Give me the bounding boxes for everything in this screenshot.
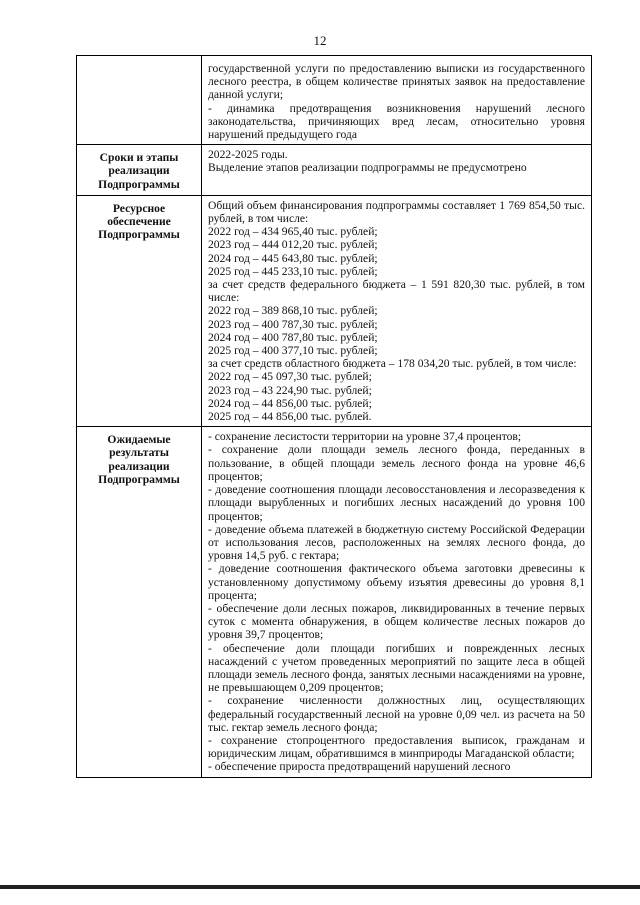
- table-row: [77, 145, 592, 196]
- content-line: - обеспечение прироста предотвращений нарушений лесного: [208, 760, 511, 774]
- content-line: - сохранение численности должностных лиц, осуществляющих федеральный государственный лесной на уровне 0,09 чел. из расчета на 50 тыс. гектар земель лесного фонда;: [208, 694, 585, 734]
- row-content: [202, 56, 592, 145]
- row-content: [202, 145, 592, 196]
- passport-table: [76, 55, 592, 778]
- row-label: Сроки и этапы реализации Подпрограммы: [77, 145, 202, 196]
- row-content: [202, 195, 592, 426]
- content-line: 2024 год – 400 787,80 тыс. рублей;: [208, 330, 378, 344]
- content-line: государственной услуги по предоставлению выписки из государственного лесного реестра, в общем количестве принятых заявок на предоставление данной услуги;: [208, 62, 585, 102]
- table-row: [77, 56, 592, 145]
- content-line: 2023 год – 444 012,20 тыс. рублей;: [208, 238, 378, 252]
- content-line: - сохранение стопроцентного предоставления выписок, гражданам и юридическим лицам, обратившимся в минприроды Магаданской области;: [208, 733, 585, 761]
- table-row: [77, 195, 592, 426]
- content-line: 2022 год – 45 097,30 тыс. рублей;: [208, 370, 372, 384]
- content-line: 2024 год – 44 856,00 тыс. рублей;: [208, 396, 372, 410]
- content-line: 2023 год – 400 787,30 тыс. рублей;: [208, 317, 378, 331]
- content-line: 2024 год – 445 643,80 тыс. рублей;: [208, 251, 378, 265]
- content-line: 2025 год – 445 233,10 тыс. рублей;: [208, 264, 378, 278]
- content-line: - динамика предотвращения возникновения нарушений лесного законодательства, причиняющих вред лесам, относительно уровня нарушений предыдущего года: [208, 101, 585, 142]
- row-label: [77, 56, 202, 145]
- content-line: Выделение этапов реализации подпрограммы не предусмотрено: [208, 161, 527, 175]
- content-line: 2022 год – 434 965,40 тыс. рублей;: [208, 225, 378, 239]
- content-line: - обеспечение доли площади погибших и поврежденных лесных насаждений с учетом проведенных мероприятий по защите леса в общей площади земель лесного фонда, занятых лесными насаждениями на уровне, не превышающем 0,209 процентов;: [208, 641, 585, 695]
- content-line: 2023 год – 43 224,90 тыс. рублей;: [208, 383, 372, 397]
- table-row: [77, 427, 592, 777]
- content-line: - сохранение лесистости территории на уровне 37,4 процентов;: [208, 430, 522, 444]
- content-line: Общий объем финансирования подпрограммы составляет 1 769 854,50 тыс. рублей, в том числе:: [208, 198, 585, 226]
- page-bottom-rule: [0, 885, 640, 889]
- row-label: Ожидаемые результаты реализации Подпрограммы: [77, 427, 202, 777]
- content-line: за счет средств областного бюджета – 178 034,20 тыс. рублей, в том числе:: [208, 357, 577, 371]
- content-line: - доведение соотношения фактического объема заготовки древесины к установленному допустимому объему изъятия древесины до уровня 8,1 процента;: [208, 562, 585, 602]
- content-line: - доведение соотношения площади лесовосстановления и лесоразведения к площади вырубленных и погибших лесных насаждений до уровня 100 процентов;: [208, 483, 585, 523]
- content-line: - сохранение доли площади земель лесного фонда, переданных в пользование, в общей площади земель лесного фонда на уровне 46,6 процентов;: [208, 443, 585, 483]
- content-line: - обеспечение доли лесных пожаров, ликвидированных в течение первых суток с момента обнаружения, в общем количестве лесных пожаров до уровня 39,7 процентов;: [208, 601, 585, 642]
- content-line: 2022-2025 годы.: [208, 148, 288, 162]
- content-line: 2022 год – 389 868,10 тыс. рублей;: [208, 304, 378, 318]
- row-label: Ресурсное обеспечение Подпрограммы: [77, 195, 202, 426]
- page-number: 12: [313, 33, 327, 48]
- content-line: 2025 год – 44 856,00 тыс. рублей.: [208, 410, 372, 424]
- row-content: [202, 427, 592, 777]
- content-line: - доведение объема платежей в бюджетную систему Российской Федерации от использования лесов, расположенных на землях лесного фонда, до уровня 14,5 руб. с гектара;: [208, 522, 585, 563]
- content-line: за счет средств федерального бюджета – 1 591 820,30 тыс. рублей, в том числе:: [208, 278, 585, 305]
- content-line: 2025 год – 400 377,10 тыс. рублей;: [208, 344, 378, 358]
